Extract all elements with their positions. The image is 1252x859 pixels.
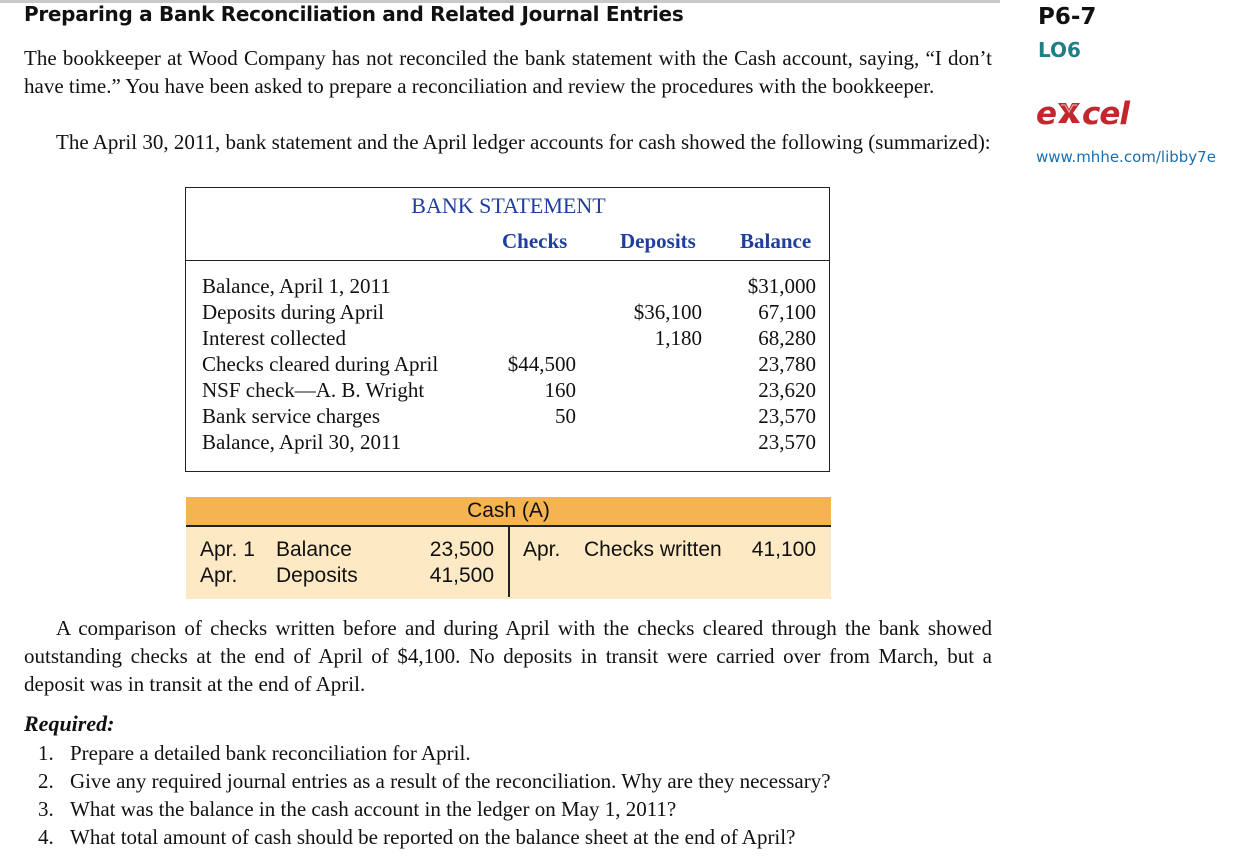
debit-amount: 41,500 <box>429 564 494 587</box>
bank-statement-title: BANK STATEMENT <box>411 193 606 218</box>
debit-label: Deposits <box>276 564 358 587</box>
item-text: Prepare a detailed bank reconciliation for April. <box>70 741 471 765</box>
balance-cell: 67,100 <box>758 300 816 324</box>
deposits-cell <box>606 403 702 429</box>
learning-objective: LO6 <box>1038 38 1081 62</box>
balance-cell: 23,570 <box>758 404 816 428</box>
item-number: 4. <box>38 825 54 849</box>
list-item <box>38 739 831 767</box>
debit-date: Apr. <box>200 564 238 587</box>
row-label: Deposits during April <box>202 300 384 324</box>
problem-title: Preparing a Bank Reconciliation and Related Journal Entries <box>24 2 684 26</box>
balance-cell: 23,620 <box>758 378 816 402</box>
deposits-cell: $36,100 <box>633 300 702 324</box>
intro-paragraph-2: The April 30, 2011, bank statement and the April ledger accounts for cash showed the following (summarized): <box>56 130 991 154</box>
problem-number: P6-7 <box>1038 4 1097 30</box>
excel-x-icon <box>1056 98 1082 124</box>
row-label: Bank service charges <box>202 404 381 428</box>
credit-label: Checks written <box>584 538 722 561</box>
list-item <box>38 823 831 851</box>
item-number: 3. <box>38 797 54 821</box>
deposits-cell: 1,180 <box>654 326 702 350</box>
column-header-deposits: Deposits <box>620 229 696 253</box>
balance-cell: $31,000 <box>747 274 816 298</box>
row-label: Interest collected <box>202 326 347 350</box>
row-label: Balance, April 30, 2011 <box>202 430 402 454</box>
bank-statement-table <box>185 187 830 472</box>
row-label: NSF check—A. B. Wright <box>202 378 425 402</box>
item-number: 2. <box>38 769 54 793</box>
item-text: What total amount of cash should be reported on the balance sheet at the end of April? <box>70 825 796 849</box>
website-link[interactable]: www.mhhe.com/libby7e <box>1036 148 1216 166</box>
checks-cell: $44,500 <box>507 352 576 376</box>
table-divider <box>186 260 829 261</box>
deposits-cell <box>606 377 702 403</box>
comparison-paragraph: A comparison of checks written before and during April with the checks cleared through the bank showed outstanding checks at the end of April of $4,100. No deposits in transit were carried over from March, but a deposit was in transit at the end of April. <box>24 616 992 696</box>
deposits-cell <box>606 351 702 377</box>
item-number: 1. <box>38 741 54 765</box>
checks-cell: 50 <box>555 404 576 428</box>
balance-cell: 23,570 <box>758 430 816 454</box>
list-item <box>38 795 831 823</box>
debit-label: Balance <box>276 538 352 561</box>
column-header-checks: Checks <box>502 229 568 253</box>
required-heading: Required: <box>24 711 115 736</box>
deposits-cell <box>606 273 702 299</box>
balance-cell: 68,280 <box>758 326 816 350</box>
checks-cell <box>486 325 576 351</box>
checks-cell <box>486 273 576 299</box>
excel-logo: e cel <box>1036 96 1130 132</box>
deposits-cell <box>606 429 702 455</box>
intro-paragraph: The bookkeeper at Wood Company has not reconciled the bank statement with the Cash account, saying, “I don’t have time.” You have been asked to prepare a reconciliation and review the procedures with the bookkeeper. <box>24 46 992 98</box>
t-account-title: Cash (A) <box>467 499 550 522</box>
debit-amount: 23,500 <box>429 538 494 561</box>
required-list <box>38 739 831 851</box>
row-label: Checks cleared during April <box>202 352 439 376</box>
checks-cell <box>486 429 576 455</box>
item-text: Give any required journal entries as a result of the reconciliation. Why are they necessary? <box>70 769 831 793</box>
item-text: What was the balance in the cash account in the ledger on May 1, 2011? <box>70 797 677 821</box>
credit-amount: 41,100 <box>751 538 816 561</box>
cash-t-account <box>186 497 831 599</box>
checks-cell: 160 <box>544 378 576 402</box>
credit-date: Apr. <box>523 538 561 561</box>
balance-cell: 23,780 <box>758 352 816 376</box>
checks-cell <box>486 299 576 325</box>
list-item <box>38 767 831 795</box>
t-account-divider <box>508 527 510 597</box>
row-label: Balance, April 1, 2011 <box>202 274 391 298</box>
column-header-balance: Balance <box>740 229 812 253</box>
debit-date: Apr. 1 <box>200 538 255 561</box>
